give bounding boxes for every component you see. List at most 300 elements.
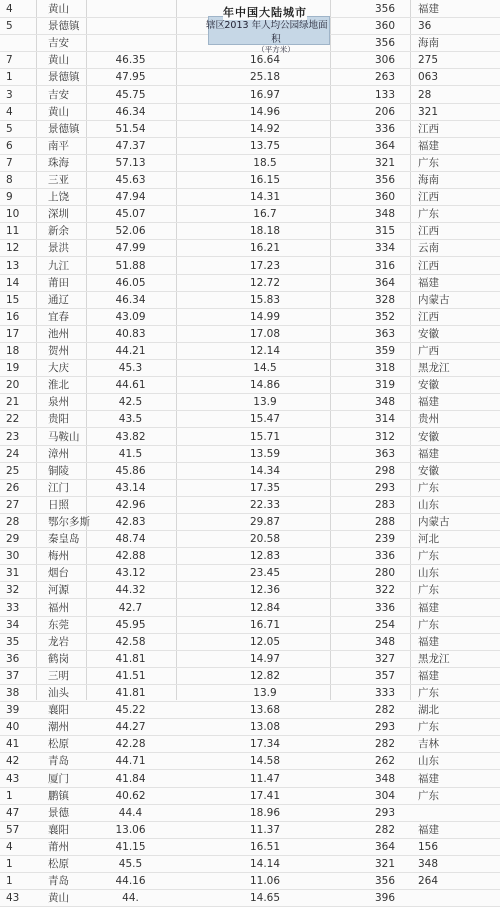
number-cell: 356 <box>374 875 396 888</box>
province-cell: 海南 <box>418 37 439 50</box>
green-area-cell: 17.41 <box>249 789 281 802</box>
number-cell: 282 <box>374 704 396 717</box>
table-row <box>0 771 500 788</box>
green-area-cell: 25.18 <box>249 71 281 84</box>
population-cell: 47.95 <box>115 71 146 84</box>
province-cell: 安徽 <box>418 464 439 477</box>
province-cell: 福建 <box>418 601 439 614</box>
number-cell: 321 <box>374 858 396 870</box>
city-cell: 九江 <box>48 259 69 272</box>
province-cell: 黑龙江 <box>418 362 450 375</box>
rank-cell: 37 <box>6 669 20 682</box>
city-cell: 青岛 <box>48 875 69 888</box>
province-cell: 福建 <box>418 276 439 289</box>
header-green <box>224 17 328 54</box>
rank-cell: 39 <box>6 704 20 717</box>
table-row <box>0 805 500 822</box>
number-cell: 262 <box>374 755 396 768</box>
city-cell: 贺州 <box>48 345 69 357</box>
city-cell: 黄山 <box>48 3 69 15</box>
rank-cell: 1 <box>6 875 13 888</box>
city-cell: 秦皇岛 <box>48 533 80 546</box>
green-area-cell: 14.99 <box>249 310 281 323</box>
population-cell: 45.86 <box>115 464 146 477</box>
population-cell: 41.81 <box>115 652 146 665</box>
table-row <box>0 121 500 138</box>
population-cell: 44.27 <box>115 721 146 734</box>
green-area-cell: 14.65 <box>249 892 281 905</box>
table-row <box>0 617 500 634</box>
rank-cell: 28 <box>6 516 20 528</box>
rank-cell: 30 <box>6 550 20 563</box>
city-cell: 日照 <box>48 498 69 511</box>
table-row <box>0 377 500 394</box>
green-area-cell: 12.14 <box>249 345 281 357</box>
rank-cell: 14 <box>6 276 20 289</box>
rank-cell: 47 <box>6 806 20 819</box>
number-cell: 315 <box>374 225 396 238</box>
rank-cell: 4 <box>6 840 13 853</box>
number-cell: 254 <box>374 618 396 631</box>
city-cell: 河源 <box>48 584 69 597</box>
table-row <box>0 582 500 599</box>
city-cell: 马鞍山 <box>48 430 80 443</box>
province-cell: 广东 <box>418 550 439 563</box>
number-cell: 306 <box>374 54 396 67</box>
population-cell: 40.62 <box>115 789 146 802</box>
province-cell: 348 <box>418 858 439 870</box>
number-cell: 356 <box>374 3 396 15</box>
header-green-label: 2013 年人均公园绿地面积 <box>224 20 328 45</box>
table-row <box>0 52 500 69</box>
green-area-cell: 13.68 <box>249 704 281 717</box>
number-cell: 298 <box>374 464 396 477</box>
city-cell: 鹏镇 <box>48 789 69 802</box>
number-cell: 282 <box>374 738 396 751</box>
green-area-cell: 14.97 <box>249 652 281 665</box>
number-cell: 283 <box>374 498 396 511</box>
table-row <box>0 69 500 86</box>
population-cell: 45.95 <box>115 618 146 631</box>
rank-cell: 16 <box>6 310 20 323</box>
population-cell: 46.34 <box>115 293 146 306</box>
green-area-cell: 11.47 <box>249 772 281 785</box>
table-row <box>0 240 500 257</box>
population-cell: 41.15 <box>115 840 146 853</box>
green-area-cell: 18.18 <box>249 225 281 238</box>
rank-cell: 5 <box>6 122 13 135</box>
province-cell: 063 <box>418 71 439 84</box>
table-row <box>0 668 500 685</box>
rank-cell: 24 <box>6 447 20 460</box>
province-cell: 福建 <box>418 772 439 785</box>
population-cell: 44.4 <box>118 806 143 819</box>
number-cell: 333 <box>374 687 396 699</box>
green-area-cell: 18.96 <box>249 806 281 819</box>
population-cell: 45.75 <box>115 88 146 101</box>
rank-cell: 8 <box>6 174 13 186</box>
province-cell: 福建 <box>418 3 439 15</box>
number-cell: 360 <box>374 191 396 204</box>
city-cell: 潮州 <box>48 721 69 734</box>
province-cell: 321 <box>418 105 439 118</box>
rank-cell: 1 <box>6 858 13 870</box>
table-row <box>0 258 500 275</box>
city-cell: 莆州 <box>48 840 69 853</box>
province-cell: 福建 <box>418 139 439 152</box>
province-cell: 福建 <box>418 447 439 460</box>
rank-cell: 21 <box>6 396 20 409</box>
green-area-cell: 20.58 <box>249 533 281 546</box>
number-cell: 396 <box>374 892 396 905</box>
table-row <box>0 275 500 292</box>
number-cell: 356 <box>374 37 396 50</box>
table-row <box>0 702 500 719</box>
city-cell: 三亚 <box>48 174 69 186</box>
city-cell: 鄂尔多斯 <box>48 516 90 528</box>
population-cell: 43.14 <box>115 481 146 494</box>
rank-cell: 42 <box>6 755 20 768</box>
population-cell: 51.54 <box>115 122 146 135</box>
population-cell: 44.71 <box>115 755 146 768</box>
rank-cell: 29 <box>6 533 20 546</box>
table-row <box>0 411 500 428</box>
table-row <box>0 309 500 326</box>
city-cell: 东莞 <box>48 618 69 631</box>
city-cell: 松原 <box>48 858 69 870</box>
city-cell: 南平 <box>48 139 69 152</box>
city-cell: 厦门 <box>48 772 69 785</box>
rank-cell: 4 <box>6 3 13 15</box>
rank-cell: 17 <box>6 327 20 340</box>
population-cell: 44.16 <box>115 875 146 888</box>
population-cell: 41.81 <box>115 687 146 699</box>
green-area-cell: 11.37 <box>249 823 281 836</box>
rank-cell: 26 <box>6 481 20 494</box>
green-area-cell: 16.71 <box>249 618 281 631</box>
city-cell: 烟台 <box>48 567 69 580</box>
table-row <box>0 138 500 155</box>
city-cell: 新余 <box>48 225 69 238</box>
rank-cell: 5 <box>6 20 13 33</box>
rank-cell: 7 <box>6 54 13 67</box>
province-cell: 广东 <box>418 584 439 597</box>
rank-cell: 27 <box>6 498 20 511</box>
population-cell: 41.5 <box>118 447 143 460</box>
table-row <box>0 548 500 565</box>
green-area-cell: 14.96 <box>249 105 281 118</box>
green-area-cell: 14.86 <box>249 379 281 392</box>
table-row <box>0 839 500 856</box>
population-cell: 44. <box>122 892 139 905</box>
table-row <box>0 463 500 480</box>
city-cell: 黄山 <box>48 54 69 67</box>
green-area-cell: 15.83 <box>249 293 281 306</box>
rank-cell: 1 <box>6 789 13 802</box>
population-cell: 45.5 <box>118 858 143 870</box>
green-area-cell: 13.9 <box>253 687 277 699</box>
green-area-cell: 12.72 <box>249 276 281 289</box>
number-cell: 293 <box>374 721 396 734</box>
population-cell: 47.94 <box>115 191 146 204</box>
rank-cell: 31 <box>6 567 20 580</box>
province-cell: 安徽 <box>418 430 439 443</box>
table-row <box>0 753 500 770</box>
table-row <box>0 565 500 582</box>
green-area-cell: 12.84 <box>249 601 281 614</box>
rank-cell: 11 <box>6 225 20 238</box>
province-cell: 福建 <box>418 823 439 836</box>
city-cell: 池州 <box>48 327 69 340</box>
province-cell: 河北 <box>418 533 439 546</box>
city-cell: 漳州 <box>48 447 69 460</box>
rank-cell: 25 <box>6 464 20 477</box>
number-cell: 348 <box>374 396 396 409</box>
number-cell: 263 <box>374 71 396 84</box>
number-cell: 364 <box>374 840 396 853</box>
number-cell: 282 <box>374 823 396 836</box>
province-cell: 江西 <box>418 122 439 135</box>
number-cell: 288 <box>374 516 396 528</box>
table-row <box>0 788 500 805</box>
province-cell: 黑龙江 <box>418 652 450 665</box>
province-cell: 山东 <box>418 567 439 580</box>
city-cell: 景洪 <box>48 242 69 255</box>
number-cell: 318 <box>374 362 396 375</box>
province-cell: 江西 <box>418 191 439 204</box>
green-area-cell: 14.58 <box>249 755 281 768</box>
province-cell: 江西 <box>418 310 439 323</box>
population-cell: 46.34 <box>115 105 146 118</box>
rank-cell: 35 <box>6 635 20 648</box>
rank-cell: 38 <box>6 687 20 699</box>
rank-cell: 23 <box>6 430 20 443</box>
population-cell: 13.06 <box>115 823 146 836</box>
city-cell: 珠海 <box>48 156 69 169</box>
rank-cell: 3 <box>6 88 13 101</box>
province-cell: 江西 <box>418 259 439 272</box>
city-cell: 龙岩 <box>48 635 69 648</box>
number-cell: 206 <box>374 105 396 118</box>
population-cell: 43.5 <box>118 413 143 426</box>
province-cell: 广西 <box>418 345 439 357</box>
green-area-cell: 16.64 <box>249 54 281 67</box>
city-cell: 福州 <box>48 601 69 614</box>
population-cell: 44.61 <box>115 379 146 392</box>
rank-cell: 4 <box>6 105 13 118</box>
green-area-cell: 12.82 <box>249 669 281 682</box>
province-cell: 山东 <box>418 498 439 511</box>
table-row <box>0 394 500 411</box>
green-area-cell: 12.36 <box>249 584 281 597</box>
rank-cell: 20 <box>6 379 20 392</box>
header-green-unit: （平方米） <box>257 45 295 54</box>
population-cell: 42.5 <box>118 396 143 409</box>
green-area-cell: 18.5 <box>253 156 277 169</box>
rank-cell: 41 <box>6 738 20 751</box>
number-cell: 328 <box>374 293 396 306</box>
rank-cell: 6 <box>6 139 13 152</box>
city-cell: 深圳 <box>48 208 69 221</box>
rank-cell: 1 <box>6 71 13 84</box>
city-cell: 汕头 <box>48 687 69 699</box>
table-row <box>0 531 500 548</box>
number-cell: 304 <box>374 789 396 802</box>
city-cell: 贵阳 <box>48 413 69 426</box>
city-cell: 泉州 <box>48 396 69 409</box>
table-row <box>0 822 500 839</box>
number-cell: 356 <box>374 174 396 186</box>
rank-cell: 13 <box>6 259 20 272</box>
city-cell: 景德 <box>48 806 69 819</box>
province-cell: 江西 <box>418 225 439 238</box>
green-area-cell: 11.06 <box>249 875 281 888</box>
population-cell: 45.63 <box>115 174 146 186</box>
population-cell: 41.84 <box>115 772 146 785</box>
number-cell: 360 <box>374 20 396 33</box>
city-cell: 吉安 <box>48 88 69 101</box>
population-cell: 48.74 <box>115 533 146 546</box>
table-row <box>0 104 500 121</box>
table-row <box>0 685 500 702</box>
rank-cell: 36 <box>6 652 20 665</box>
green-area-cell: 17.23 <box>249 259 281 272</box>
table-row <box>0 206 500 223</box>
province-cell: 28 <box>418 88 432 101</box>
province-cell: 广东 <box>418 687 439 699</box>
table-row <box>0 719 500 736</box>
green-area-cell: 22.33 <box>249 498 281 511</box>
city-cell: 襄阳 <box>48 823 69 836</box>
green-area-cell: 12.83 <box>249 550 281 563</box>
number-cell: 321 <box>374 156 396 169</box>
population-cell: 45.07 <box>115 208 146 221</box>
number-cell: 322 <box>374 584 396 597</box>
table-row <box>0 514 500 531</box>
city-cell: 三明 <box>48 669 69 682</box>
city-cell: 鹤岗 <box>48 652 69 665</box>
province-cell: 广东 <box>418 618 439 631</box>
number-cell: 363 <box>374 327 396 340</box>
rank-cell: 40 <box>6 721 20 734</box>
rank-cell: 9 <box>6 191 13 204</box>
rank-cell: 18 <box>6 345 20 357</box>
province-cell: 福建 <box>418 635 439 648</box>
population-cell: 42.7 <box>118 601 143 614</box>
city-cell: 梅州 <box>48 550 69 563</box>
population-cell: 42.96 <box>115 498 146 511</box>
table-row <box>0 890 500 907</box>
green-area-cell: 13.08 <box>249 721 281 734</box>
number-cell: 336 <box>374 601 396 614</box>
population-cell: 41.51 <box>115 669 146 682</box>
city-cell: 铜陵 <box>48 464 69 477</box>
number-cell: 359 <box>374 345 396 357</box>
city-cell: 江门 <box>48 481 69 494</box>
province-cell: 广东 <box>418 156 439 169</box>
city-cell: 襄阳 <box>48 704 69 717</box>
rank-cell: 10 <box>6 208 20 221</box>
green-area-cell: 13.59 <box>249 447 281 460</box>
number-cell: 348 <box>374 772 396 785</box>
city-cell: 松原 <box>48 738 69 751</box>
province-cell: 广东 <box>418 481 439 494</box>
table-row <box>0 87 500 104</box>
population-cell: 44.21 <box>115 345 146 357</box>
province-cell: 安徽 <box>418 327 439 340</box>
population-cell: 43.12 <box>115 567 146 580</box>
table-row <box>0 343 500 360</box>
green-area-cell: 14.34 <box>249 464 281 477</box>
green-area-cell: 23.45 <box>249 567 281 580</box>
number-cell: 293 <box>374 806 396 819</box>
city-cell: 通辽 <box>48 293 69 306</box>
province-cell: 湖北 <box>418 704 439 717</box>
number-cell: 364 <box>374 139 396 152</box>
header-area: 辖区 <box>206 20 226 31</box>
city-cell: 黄山 <box>48 105 69 118</box>
rank-cell: 34 <box>6 618 20 631</box>
province-cell: 广东 <box>418 721 439 734</box>
city-cell: 景德镇 <box>48 122 80 135</box>
table-row <box>0 326 500 343</box>
province-cell: 山东 <box>418 755 439 768</box>
table-row <box>0 155 500 172</box>
province-cell: 安徽 <box>418 379 439 392</box>
number-cell: 334 <box>374 242 396 255</box>
number-cell: 363 <box>374 447 396 460</box>
rank-cell: 43 <box>6 892 20 905</box>
population-cell: 51.88 <box>115 259 146 272</box>
table-row <box>0 873 500 890</box>
province-cell: 275 <box>418 54 439 67</box>
table-row <box>0 497 500 514</box>
number-cell: 327 <box>374 652 396 665</box>
city-cell: 宜春 <box>48 310 69 323</box>
table-row <box>0 600 500 617</box>
table-row <box>0 446 500 463</box>
green-area-cell: 13.9 <box>253 396 277 409</box>
province-cell: 云南 <box>418 242 439 255</box>
population-cell: 40.83 <box>115 327 146 340</box>
city-cell: 景德镇 <box>48 71 80 84</box>
rank-cell: 57 <box>6 823 20 836</box>
table-row <box>0 172 500 189</box>
number-cell: 357 <box>374 669 396 682</box>
population-cell: 43.09 <box>115 310 146 323</box>
population-cell: 45.3 <box>118 362 143 375</box>
number-cell: 239 <box>374 533 396 546</box>
province-cell: 36 <box>418 20 432 33</box>
number-cell: 336 <box>374 550 396 563</box>
green-area-cell: 14.5 <box>253 362 277 375</box>
city-cell: 吉安 <box>48 37 69 50</box>
green-area-cell: 14.14 <box>249 858 281 870</box>
table-row <box>0 223 500 240</box>
city-cell: 青岛 <box>48 755 69 768</box>
rank-cell: 32 <box>6 584 20 597</box>
number-cell: 314 <box>374 413 396 426</box>
province-cell: 广东 <box>418 789 439 802</box>
green-area-cell: 16.7 <box>253 208 277 221</box>
table-title: 年中国大陆城市 <box>223 6 307 19</box>
rank-cell: 15 <box>6 293 20 306</box>
province-cell: 吉林 <box>418 738 439 751</box>
population-cell: 46.05 <box>115 276 146 289</box>
population-cell: 43.82 <box>115 430 146 443</box>
population-cell: 52.06 <box>115 225 146 238</box>
green-area-cell: 15.47 <box>249 413 281 426</box>
